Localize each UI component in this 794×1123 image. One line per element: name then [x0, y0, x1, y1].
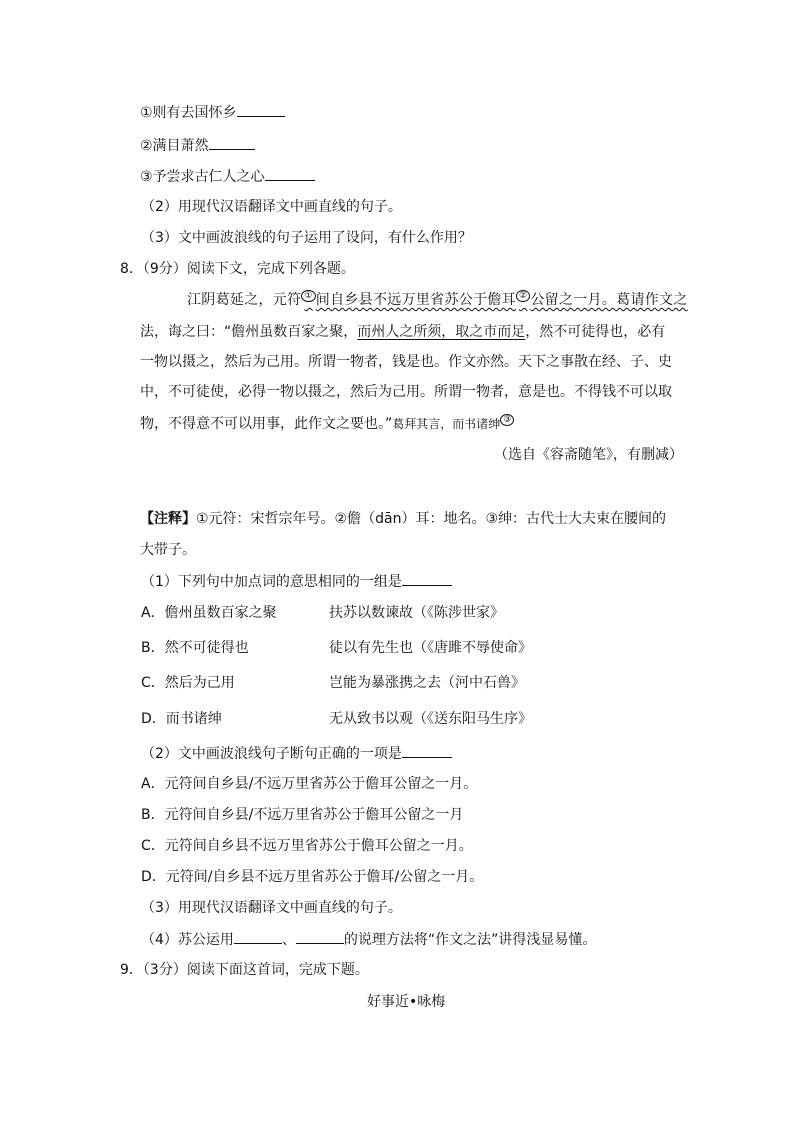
option-c[interactable]: C．元符间自乡县不远万里省苏公于儋耳公留之一月。 — [141, 838, 473, 854]
q8-sub3: （3）用现代汉语翻译文中画直线的句子。 — [141, 900, 402, 916]
option-right: 无从致书以观（《送东阳马生序》 — [329, 711, 532, 727]
answer-blank[interactable] — [296, 929, 344, 944]
option-c[interactable] — [141, 673, 701, 693]
answer-blank[interactable] — [265, 166, 315, 181]
fill-item-1 — [140, 102, 285, 123]
passage-source: （选自《容斋随笔》，有删减） — [494, 447, 683, 463]
option-left: D．而书诸绅 — [141, 711, 222, 727]
passage-line-4: 中，不可徒使，必得一物以摄之，然后为己用。所谓一物者，意是也。不得钱不可以取 — [140, 384, 672, 400]
q8-sub2 — [141, 743, 452, 764]
fill-item-text: ③予尝求古仁人之心 — [140, 169, 265, 185]
passage-text: ，然不可徒得也，必有 — [525, 324, 666, 340]
question-text: （4）苏公运用 — [141, 932, 234, 948]
poem-title: 好事近•咏梅 — [367, 994, 446, 1010]
note-marker: ③ — [500, 414, 514, 426]
option-b[interactable] — [141, 638, 701, 658]
q8-sub4 — [141, 929, 596, 950]
answer-blank[interactable] — [209, 135, 255, 150]
q8-sub1 — [141, 571, 452, 592]
option-right: 扶苏以数谏故（《陈涉世家》 — [329, 605, 504, 621]
passage-text: 公留之一月。葛请作文之 — [530, 292, 688, 308]
q7-sub2: （2）用现代汉语翻译文中画直线的句子。 — [141, 199, 402, 215]
option-right: 岂能为暴涨携之去（河中石兽》 — [329, 675, 525, 691]
q8-header: 8．（9分）阅读下文，完成下列各题。 — [120, 261, 355, 277]
passage-line-1 — [187, 290, 688, 310]
passage-line-3: 一物以摄之，然后为己用。所谓一物者，钱是也。作文亦然。天下之事散在经、子、史 — [140, 354, 672, 370]
annotation — [140, 509, 666, 529]
fill-item-text: ①则有去国怀乡 — [140, 105, 237, 121]
note-marker: ② — [516, 290, 530, 302]
answer-blank[interactable] — [237, 102, 285, 117]
passage-text: 江阴葛延之，元符 — [187, 292, 302, 308]
fill-item-3 — [140, 166, 315, 187]
question-text: 、 — [281, 932, 296, 948]
option-a[interactable]: A．元符间自乡县/不远万里省苏公于儋耳公留之一月。 — [141, 776, 478, 792]
option-left: B．然不可徒得也 — [141, 640, 249, 656]
passage-text: 物，不得意不可以用事，此作文之要也。” — [140, 416, 393, 432]
annotation-label: 【注释】 — [140, 511, 196, 527]
annotation-text: ①元符：宋哲宗年号。②儋（dān）耳：地名。③绅：古代士大夫束在腰间的 — [196, 511, 666, 527]
annotation-cont: 大带子。 — [140, 542, 196, 558]
fill-item-text: ②满目萧然 — [140, 138, 209, 154]
option-b[interactable]: B．元符间自乡县/不远万里省苏公于儋耳公留之一月 — [141, 807, 464, 823]
note-marker: ① — [301, 290, 315, 302]
question-text: 的说理方法将“作文之法”讲得浅显易懂。 — [343, 932, 597, 948]
option-left: C．然后为己用 — [141, 675, 235, 691]
passage-text: 法，诲之曰：“儋州虽数百家之聚， — [140, 324, 358, 340]
answer-blank[interactable] — [234, 929, 282, 944]
q9-header: 9．（3分）阅读下面这首词，完成下题。 — [120, 962, 369, 978]
wavy-underlined-sentence — [301, 292, 687, 308]
answer-blank[interactable] — [402, 743, 452, 758]
option-left: A．儋州虽数百家之聚 — [141, 605, 277, 621]
passage-line-5 — [140, 414, 514, 434]
passage-line-2 — [140, 322, 665, 342]
q7-sub3: （3）文中画波浪线的句子运用了设问，有什么作用？ — [141, 230, 472, 246]
fill-item-2 — [140, 135, 255, 156]
passage-text-small: 葛拜其言，而书诸绅 — [392, 417, 501, 431]
option-a[interactable] — [141, 603, 701, 623]
option-d[interactable]: D．元符间/自乡县不远万里省苏公于儋耳/公留之一月。 — [141, 869, 484, 885]
option-right: 徒以有先生也（《唐雎不辱使命》 — [329, 640, 532, 656]
question-text: （2）文中画波浪线句子断句正确的一项是 — [141, 746, 402, 762]
passage-text: 间自乡县不远万里省苏公于儋耳 — [315, 292, 516, 308]
answer-blank[interactable] — [402, 571, 452, 586]
option-d[interactable] — [141, 709, 701, 729]
straight-underlined-sentence: 而州人之所须，取之市而足 — [357, 324, 526, 340]
question-text: （1）下列句中加点词的意思相同的一组是 — [141, 574, 402, 590]
